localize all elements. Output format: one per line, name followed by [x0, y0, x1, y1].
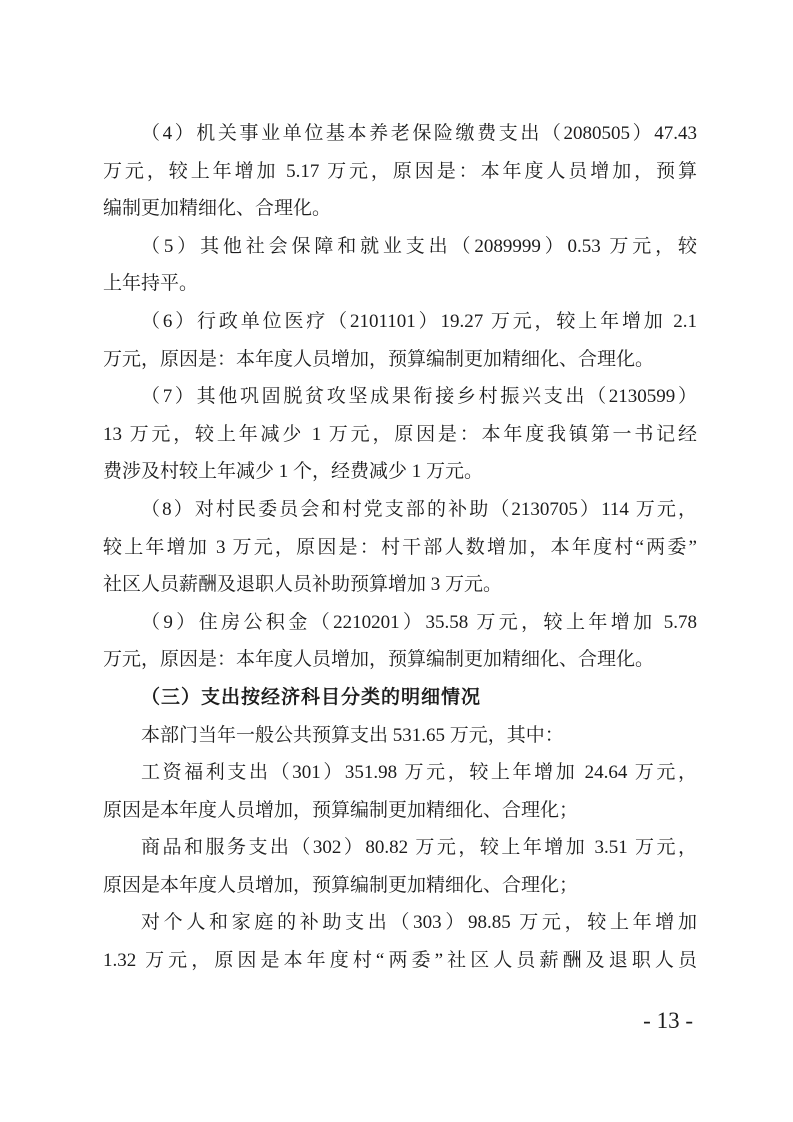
text-line: 对个人和家庭的补助支出（303）98.85 万元，较上年增加: [141, 912, 697, 934]
paragraph-item-5: [103, 228, 697, 303]
text-line: 13 万元，较上年减少 1 万元，原因是：本年度我镇第一书记经: [103, 423, 697, 445]
text-line: 编制更加精细化、合理化。: [103, 198, 332, 220]
text-line: 工资福利支出（301）351.98 万元，较上年增加 24.64 万元，: [141, 762, 697, 784]
section-heading-text: （三）支出按经济科目分类的明细情况: [141, 686, 482, 708]
text-line: （9）住房公积金（2210201）35.58 万元，较上年增加 5.78: [141, 611, 697, 633]
page-content: [103, 115, 697, 980]
text-line: 万元，原因是：本年度人员增加，预算编制更加精细化、合理化。: [103, 348, 655, 370]
text-line: （5）其他社会保障和就业支出（2089999）0.53 万元，较: [141, 235, 697, 257]
paragraph-item-8: [103, 491, 697, 604]
paragraph-item-7: [103, 378, 697, 491]
text-line: 1.32 万元，原因是本年度村“两委”社区人员薪酬及退职人员: [103, 950, 697, 972]
paragraph-total-expenditure: [103, 717, 697, 755]
text-line: 原因是本年度人员增加，预算编制更加精细化、合理化；: [103, 874, 579, 896]
paragraph-item-303: [103, 904, 697, 979]
text-line: （7）其他巩固脱贫攻坚成果衔接乡村振兴支出（2130599）: [141, 386, 697, 408]
page-number: - 13 -: [643, 1008, 693, 1033]
section-heading: [103, 679, 697, 717]
paragraph-item-9: [103, 604, 697, 679]
text-line: 万元，较上年增加 5.17 万元，原因是：本年度人员增加，预算: [103, 160, 697, 182]
text-line: 上年持平。: [103, 273, 199, 295]
text-line: 较上年增加 3 万元，原因是：村干部人数增加，本年度村“两委”: [103, 536, 697, 558]
text-line: 费涉及村较上年减少 1 个，经费减少 1 万元。: [103, 461, 484, 483]
paragraph-item-4: [103, 115, 697, 228]
text-line: 万元，原因是：本年度人员增加，预算编制更加精细化、合理化。: [103, 649, 655, 671]
text-line: （6）行政单位医疗（2101101）19.27 万元，较上年增加 2.1: [141, 310, 697, 332]
paragraph-item-301: [103, 754, 697, 829]
text-line: （8）对村民委员会和村党支部的补助（2130705）114 万元，: [141, 498, 697, 520]
paragraph-item-302: [103, 829, 697, 904]
paragraph-item-6: [103, 303, 697, 378]
text-line: 本部门当年一般公共预算支出 531.65 万元，其中：: [141, 724, 564, 746]
text-line: 原因是本年度人员增加，预算编制更加精细化、合理化；: [103, 799, 579, 821]
text-line: 社区人员薪酬及退职人员补助预算增加 3 万元。: [103, 574, 503, 596]
text-line: （4）机关事业单位基本养老保险缴费支出（2080505）47.43: [141, 123, 697, 144]
text-line: 商品和服务支出（302）80.82 万元，较上年增加 3.51 万元，: [141, 837, 697, 859]
